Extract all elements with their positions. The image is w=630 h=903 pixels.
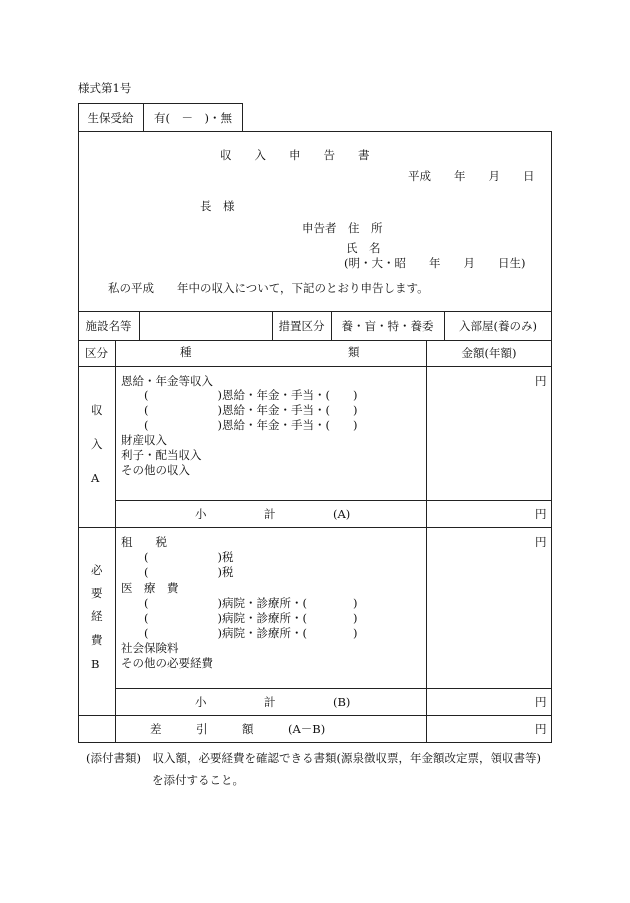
expense-line: ( )税 bbox=[121, 550, 234, 564]
measure-label: 措置区分 bbox=[278, 318, 325, 333]
welfare-label: 生保受給 bbox=[87, 110, 134, 125]
welfare-value: 有( － )・無 bbox=[154, 110, 232, 125]
income-line: ( )恩給・年金・手当・( ) bbox=[121, 418, 358, 432]
difference-label: 差 引 額 (A－B) bbox=[150, 722, 326, 736]
income-label-3: A bbox=[91, 471, 100, 485]
expense-line: ( )税 bbox=[121, 565, 234, 579]
category-header: 区分 bbox=[85, 346, 108, 360]
expense-subtotal-yen: 円 bbox=[535, 695, 547, 709]
expense-subtotal-label: 小 計 (B) bbox=[195, 695, 351, 709]
expense-label-4: 費 bbox=[91, 633, 103, 647]
expense-line: ( )病院・診療所・( ) bbox=[121, 596, 358, 610]
income-line: ( )恩給・年金・手当・( ) bbox=[121, 403, 358, 417]
income-label-2: 入 bbox=[91, 437, 103, 451]
income-label-1: 収 bbox=[91, 403, 103, 417]
income-line: ( )恩給・年金・手当・( ) bbox=[121, 388, 358, 402]
expense-label-5: B bbox=[91, 657, 100, 671]
measure-value: 養・盲・特・養委 bbox=[341, 318, 434, 333]
expense-yen: 円 bbox=[535, 535, 547, 549]
income-line: その他の収入 bbox=[121, 463, 190, 477]
facility-name-label: 施設名等 bbox=[85, 318, 132, 333]
kind-header-2: 類 bbox=[348, 345, 360, 359]
kind-header: 種 bbox=[180, 345, 192, 359]
income-line: 恩給・年金等収入 bbox=[121, 374, 213, 388]
applicant-address-label: 申告者 住 所 bbox=[302, 221, 383, 235]
expense-label-3: 経 bbox=[91, 609, 103, 623]
attachment-note-2: を添付すること。 bbox=[152, 773, 244, 787]
date-line: 平成 年 月 日 bbox=[408, 169, 535, 183]
expense-line: 医 療 費 bbox=[121, 581, 179, 595]
attachment-note: (添付書類) 収入額，必要経費を確認できる書類(源泉徴収票，年金額改定票，領収書等) bbox=[86, 751, 541, 765]
income-yen: 円 bbox=[535, 374, 547, 388]
form-title: 収 入 申 告 書 bbox=[220, 148, 370, 162]
amount-header: 金額(年額) bbox=[461, 346, 517, 360]
expense-line: ( )病院・診療所・( ) bbox=[121, 611, 358, 625]
expense-line: その他の必要経費 bbox=[121, 656, 213, 670]
income-line: 財産収入 bbox=[121, 433, 167, 447]
form-number: 様式第1号 bbox=[78, 81, 132, 95]
statement-text: 私の平成 年中の収入について，下記のとおり申告します。 bbox=[108, 281, 429, 295]
expense-line: ( )病院・診療所・( ) bbox=[121, 626, 358, 640]
income-line: 利子・配当収入 bbox=[121, 448, 202, 462]
difference-yen: 円 bbox=[535, 722, 547, 736]
expense-line: 租 税 bbox=[121, 535, 167, 549]
birth-date-line: (明・大・昭 年 月 日生) bbox=[344, 256, 526, 270]
expense-line: 社会保険料 bbox=[121, 641, 179, 655]
income-subtotal-yen: 円 bbox=[535, 507, 547, 521]
addressee: 長 様 bbox=[200, 199, 235, 213]
applicant-name-label: 氏 名 bbox=[346, 241, 381, 255]
room-label: 入部屋(養のみ) bbox=[459, 318, 537, 333]
expense-label-1: 必 bbox=[91, 563, 103, 577]
expense-label-2: 要 bbox=[91, 586, 103, 600]
income-subtotal-label: 小 計 (A) bbox=[195, 507, 351, 521]
